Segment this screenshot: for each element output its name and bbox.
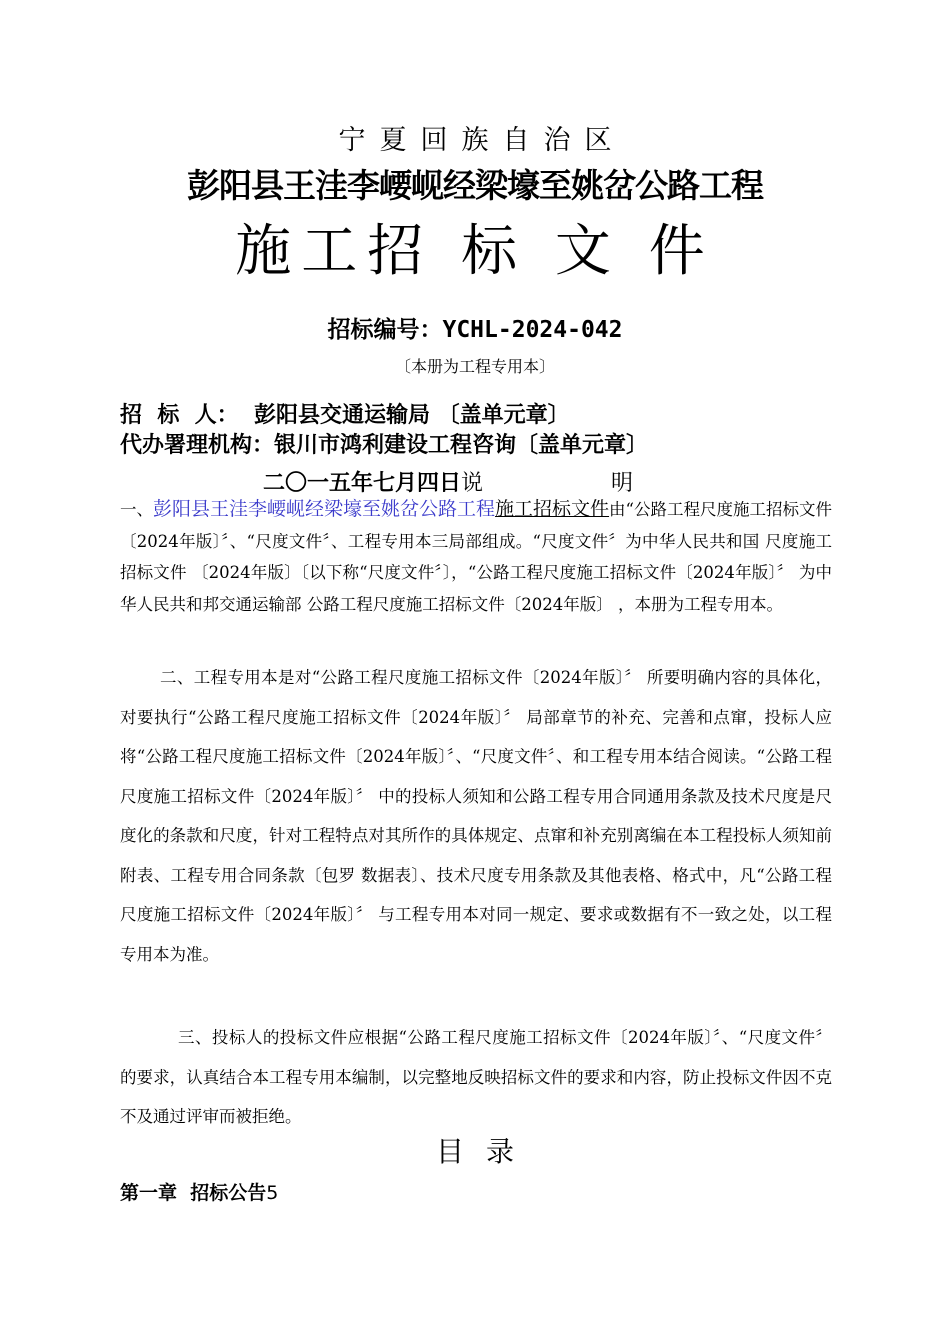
- project-title: 彭阳县王洼李崾岘经梁壕至姚岔公路工程: [187, 166, 763, 205]
- toc-item-page: 5: [266, 1182, 279, 1204]
- date-line: [263, 466, 633, 497]
- agency-line: 代办署理机构：银川市鸿利建设工程咨询〔盖单元章〕: [120, 433, 649, 458]
- project-link[interactable]: 彭阳县王洼李崾岘经梁壕至姚岔公路工程: [153, 498, 496, 520]
- tender-doc-link[interactable]: 施工招标文件: [495, 498, 610, 520]
- toc-title: 目录: [435, 1135, 536, 1168]
- toc-item-label: 第一章 招标公告: [120, 1182, 267, 1204]
- paragraph-3: 三、投标人的投标文件应根据“公路工程尺度施工招标文件〔2024年版〕〞、“尺度文件〞 的要求，认真结合本工程专用本编制，以完整地反映招标文件的要求和内容，防止投标文件因不克不及通过评审而被拒绝。: [120, 1028, 832, 1126]
- toc-item[interactable]: [120, 1178, 278, 1205]
- paragraph-2: 二、工程专用本是对“公路工程尺度施工招标文件〔2024年版〕〞 所要明确内容的具体化，对要执行“公路工程尺度施工招标文件〔2024年版〕〞 局部章节的补充、完善和点窜，投标人应将“公路工程尺度施工招标文件〔2024年版〕〞、“尺度文件〞、和工程专用本结合阅读。“公路工程尺度施工招标文件〔2024年版〕〞 中的投标人须知和公路工程专用合同通用条款及技术尺度是尺度化的条款和尺度，针对工程特点对其所作的具体规定、点窜和补充别离编在本工程投标人须知前附表、工程专用合同条款〔包罗 数据表〕、技术尺度专用条款及其他表格、格式中，凡“公路工程尺度施工招标文件〔2024年版〕〞 与工程专用本对同一规定、要求或数据有不一致之处，以工程专用本为准。: [120, 668, 832, 964]
- tenderer-line: 招 标 人： 彭阳县交通运输局 〔盖单元章〕: [120, 403, 570, 428]
- section-heading-left: 说: [461, 471, 484, 496]
- paragraph-1-prefix: 一、: [120, 500, 154, 519]
- volume-note: 〔本册为工程专用本〕: [394, 357, 555, 376]
- document-title: 施工招 标 文 件: [235, 219, 715, 284]
- section-heading-right: 明: [611, 471, 634, 496]
- paragraph-1: [120, 494, 832, 620]
- bid-number: 招标编号：YCHL-2024-042: [327, 317, 623, 343]
- region-heading: 宁夏回族自治区: [338, 125, 626, 156]
- issue-date: 二〇一五年七月四日: [263, 471, 462, 496]
- paragraph-1-body: 由“公路工程尺度施工招标文件〔2024年版〕〞、“尺度文件〞、工程专用本三局部组成。“尺度文件〞为中华人民共和国 尺度施工招标文件 〔2024年版〕〔以下称“尺度文件〞〕，“公路工程尺度施工招标文件〔2024年版〕〞 为中华人民共和邦交通运输部 公路工程尺度施工招标文件〔2024年版〕 ，本册为工程专用本。: [120, 500, 832, 614]
